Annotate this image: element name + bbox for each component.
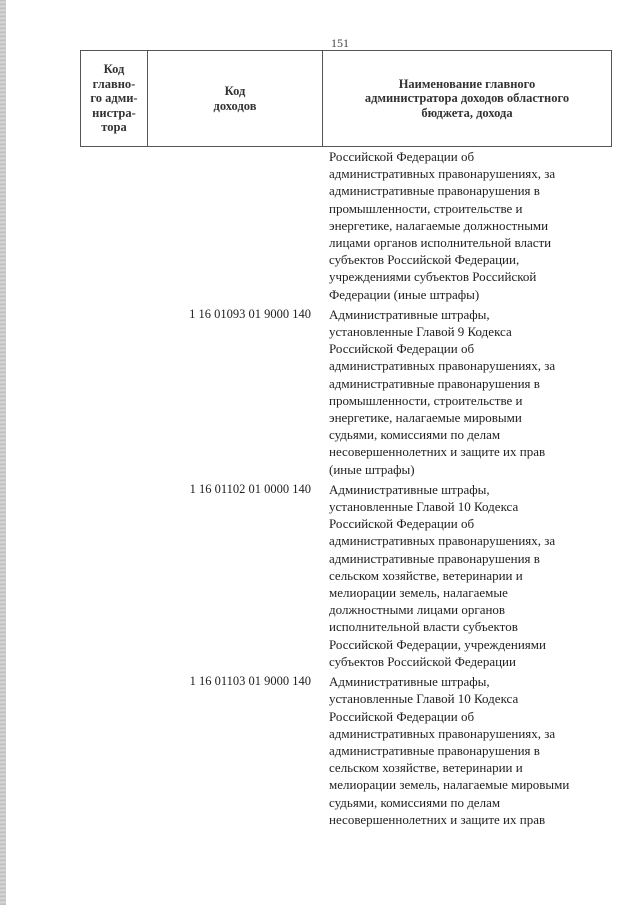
income-name-cell: Административные штрафы, установленные Главой 9 Кодекса Российской Федерации об административных правонарушениях, за административные правонарушения в промышленности, строительстве и энергетике, налагаемые мировыми судьями, комиссиями по делам несовершеннолетних и защите их прав (иные штрафы) bbox=[329, 306, 556, 477]
header-admin-line: нистра- bbox=[92, 105, 136, 120]
income-name-cell: Административные штрафы, установленные Главой 10 Кодекса Российской Федерации об административных правонарушениях, за административные правонарушения в сельском хозяйстве, ветеринарии и мелиорации земель, налагаемые мировыми судьями, комиссиями по делам несовершеннолетних и защите их прав bbox=[329, 674, 570, 827]
header-admin-code bbox=[81, 51, 148, 146]
header-admin-line: главно- bbox=[92, 76, 136, 91]
income-name-cell: Административные штрафы, установленные Главой 10 Кодекса Российской Федерации об административных правонарушениях, за административные правонарушения в сельском хозяйстве, ветеринарии и мелиорации земель, налагаемые должностными лицами органов исполнительной власти субъектов Российской Федерации, учреждениями субъектов Российской Федерации bbox=[329, 481, 556, 669]
income-code-cell: 1 16 01103 01 9000 140 bbox=[189, 674, 311, 689]
header-name bbox=[323, 51, 611, 146]
scan-edge bbox=[0, 0, 6, 905]
header-income-line: Код bbox=[224, 84, 246, 98]
income-code-cell: 1 16 01093 01 9000 140 bbox=[189, 306, 311, 321]
header-name-line: администратора доходов областного bbox=[364, 91, 570, 106]
table-header bbox=[80, 50, 612, 147]
table-row bbox=[80, 306, 612, 478]
table-body bbox=[80, 148, 612, 828]
header-income-code bbox=[148, 51, 323, 146]
header-name-line: Наименование главного bbox=[398, 76, 536, 91]
header-admin-line: тора bbox=[101, 120, 127, 135]
header-income-line: доходов bbox=[213, 98, 257, 113]
table-row bbox=[80, 481, 612, 670]
page-number: 151 bbox=[331, 36, 349, 50]
header-admin-line: Код bbox=[103, 62, 125, 77]
table-row bbox=[80, 673, 612, 828]
income-code-cell: 1 16 01102 01 0000 140 bbox=[189, 481, 311, 496]
income-name-cell: Российской Федерации об административных правонарушениях, за административные правонарушения в промышленности, строительстве и энергетике, налагаемые должностными лицами органов исполнительной власти субъектов Российской Федерации, учреждениями субъектов Российской Федерации (иные штрафы) bbox=[329, 149, 556, 302]
header-name-line: бюджета, дохода bbox=[421, 105, 513, 120]
header-admin-line: го адми- bbox=[90, 91, 138, 106]
table-row bbox=[80, 148, 612, 303]
